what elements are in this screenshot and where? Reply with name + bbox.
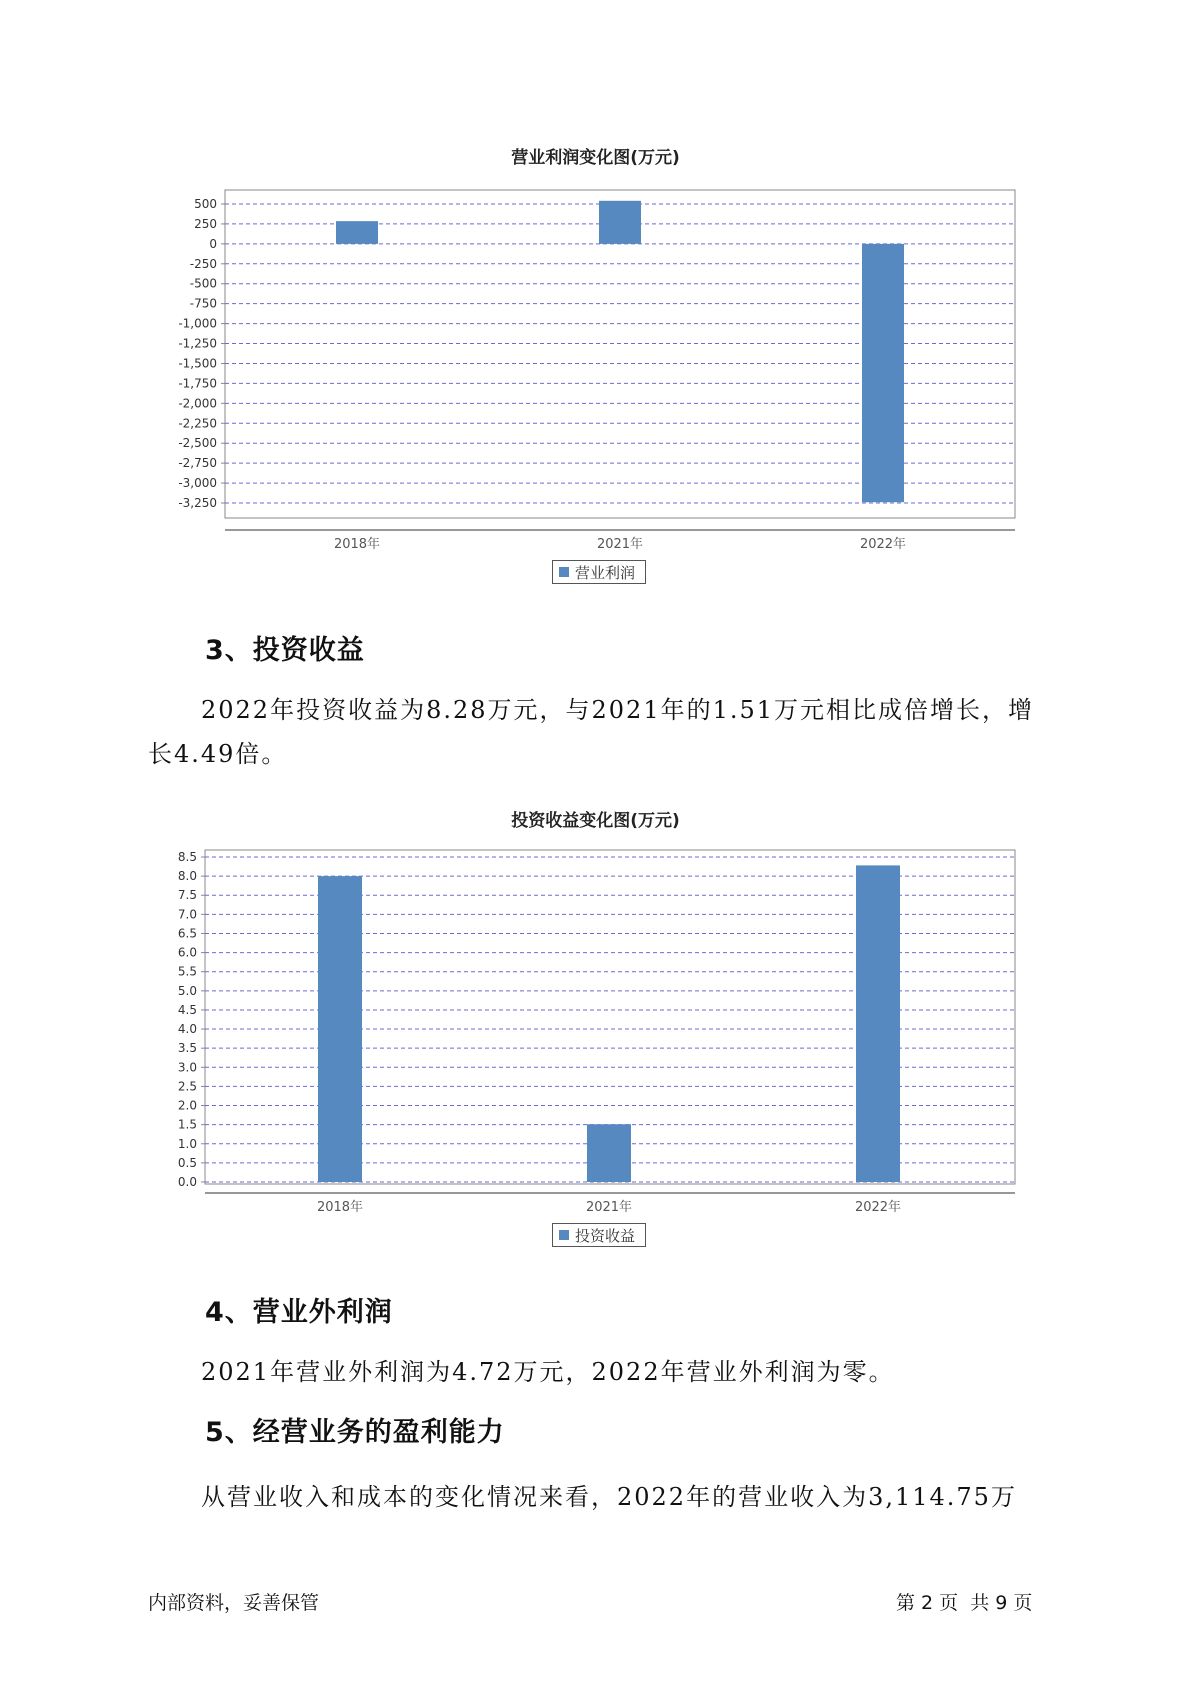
y-tick-label: 1.0	[177, 1136, 197, 1151]
y-tick-label: 250	[194, 216, 217, 231]
y-tick-label: 4.5	[177, 1002, 197, 1017]
bar	[856, 865, 900, 1182]
y-tick-label: 4.0	[177, 1022, 197, 1037]
y-tick-label: -250	[189, 256, 217, 271]
legend-swatch-icon	[559, 1230, 569, 1240]
y-tick-label: 5.5	[177, 964, 197, 979]
y-tick-label: -3,000	[178, 476, 217, 491]
y-tick-label: -2,500	[178, 436, 217, 451]
y-tick-label: 2.5	[177, 1079, 197, 1094]
x-tick-label: 2021年	[596, 537, 644, 552]
footer-page-number: 第 2 页 共 9 页	[896, 1592, 1033, 1614]
y-tick-label: 5.0	[177, 983, 197, 998]
footer-confidential: 内部资料，妥善保管	[148, 1592, 320, 1614]
y-tick-label: 7.5	[177, 888, 197, 903]
y-tick-label: -2,000	[178, 396, 217, 411]
y-tick-label: 6.0	[177, 945, 197, 960]
section5-heading: 5、经营业务的盈利能力	[205, 1417, 505, 1448]
bar	[587, 1124, 631, 1182]
y-tick-label: 0.0	[177, 1175, 197, 1189]
y-tick-label: 1.5	[177, 1117, 197, 1132]
y-tick-label: -3,250	[178, 496, 217, 510]
y-tick-label: -1,000	[178, 316, 217, 331]
y-tick-label: 0.5	[177, 1155, 197, 1170]
y-tick-label: 7.0	[177, 907, 197, 922]
y-tick-label: 6.5	[177, 926, 197, 941]
x-tick-label: 2018年	[333, 537, 381, 552]
section4-paragraph: 2021年营业外利润为4.72万元，2022年营业外利润为零。	[201, 1358, 895, 1386]
x-tick-label: 2022年	[854, 1200, 902, 1215]
y-tick-label: -750	[189, 296, 217, 311]
y-tick-label: 8.5	[177, 850, 197, 864]
x-tick-label: 2022年	[859, 537, 907, 552]
chart1-title: 营业利润变化图(万元)	[511, 148, 680, 168]
y-tick-label: -1,500	[178, 356, 217, 371]
bar	[318, 876, 362, 1182]
y-tick-label: -2,750	[178, 456, 217, 471]
y-tick-label: 3.5	[177, 1041, 197, 1056]
chart2-legend	[552, 1223, 646, 1247]
chart2-title: 投资收益变化图(万元)	[511, 811, 680, 831]
y-tick-label: 8.0	[177, 869, 197, 884]
y-tick-label: 2.0	[177, 1098, 197, 1113]
section5-paragraph: 从营业收入和成本的变化情况来看，2022年的营业收入为3,114.75万	[201, 1483, 1017, 1511]
chart1-legend-label: 营业利润	[575, 563, 636, 582]
y-tick-label: 0	[209, 236, 217, 251]
section3-paragraph: 2022年投资收益为8.28万元，与2021年的1.51万元相比成倍增长，增长4.49倍。	[148, 696, 1035, 768]
y-tick-label: 3.0	[177, 1060, 197, 1075]
y-tick-label: -2,250	[178, 416, 217, 431]
section4-heading: 4、营业外利润	[205, 1297, 393, 1328]
x-tick-label: 2018年	[316, 1200, 364, 1215]
y-tick-label: 500	[194, 197, 217, 211]
x-tick-label: 2021年	[585, 1200, 633, 1215]
y-tick-label: -1,250	[178, 336, 217, 351]
chart2-legend-label: 投资收益	[575, 1226, 636, 1245]
section3-heading: 3、投资收益	[205, 635, 365, 666]
y-tick-label: -1,750	[178, 376, 217, 391]
y-tick-label: -500	[189, 276, 217, 291]
